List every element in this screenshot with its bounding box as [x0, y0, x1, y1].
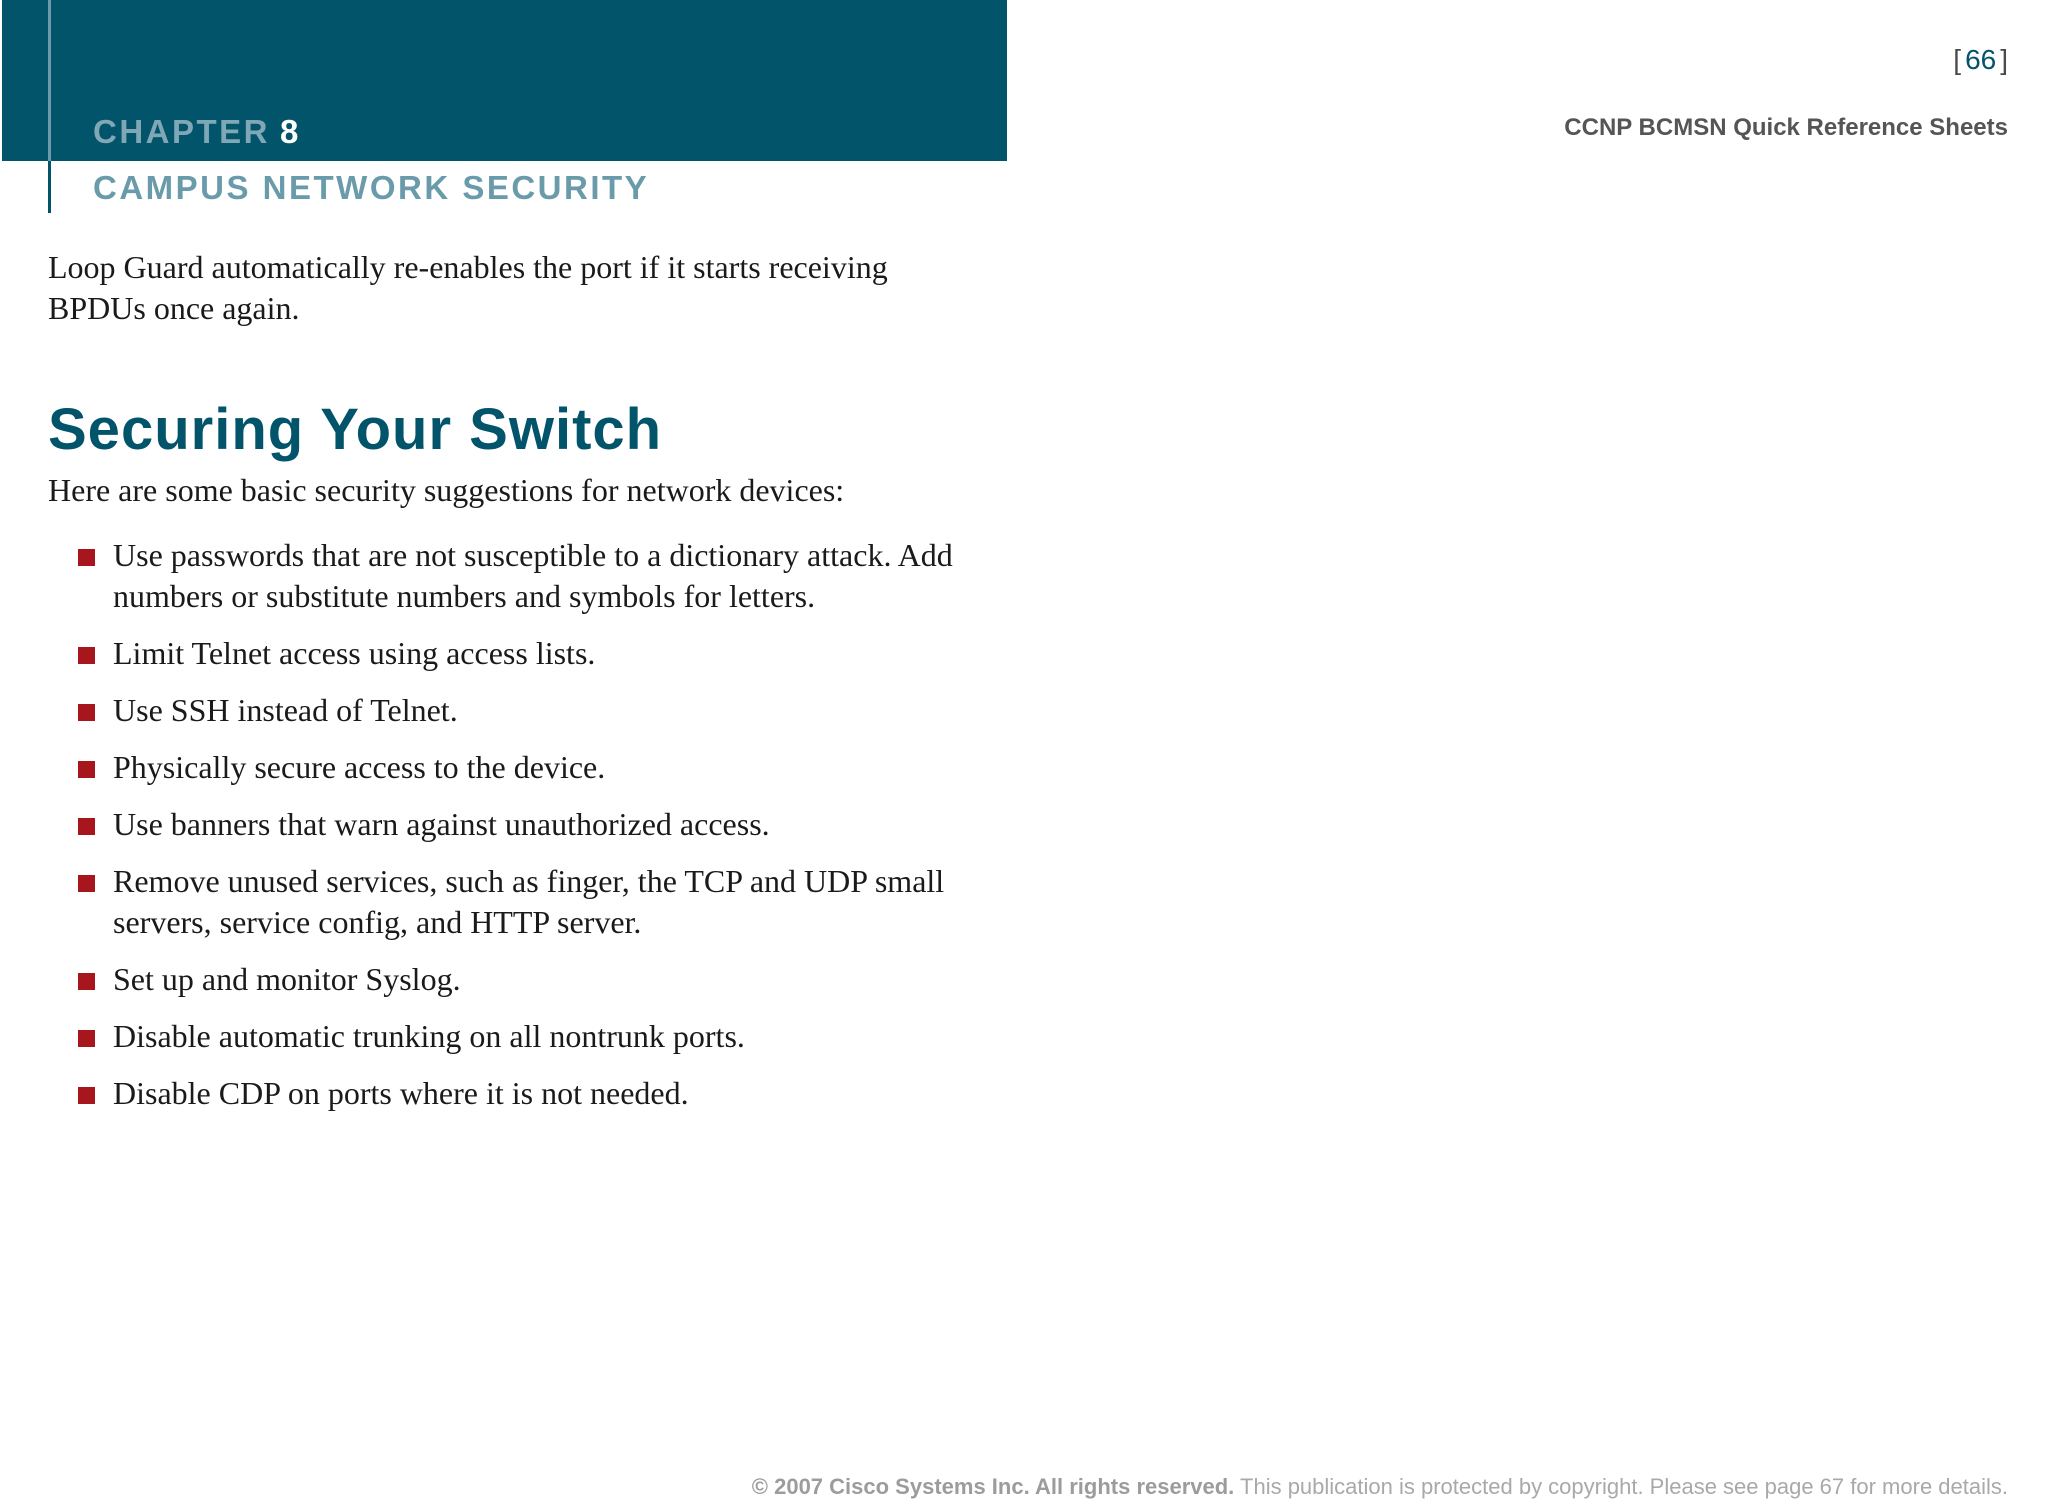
- list-item: [78, 861, 1018, 943]
- square-bullet-icon: [78, 1087, 95, 1104]
- list-item-text: Remove unused services, such as finger, the TCP and UDP small servers, service config, and HTTP server.: [113, 863, 945, 940]
- page-number: [1953, 44, 2008, 76]
- square-bullet-icon: [78, 761, 95, 778]
- chapter-title: CAMPUS NETWORK SECURITY: [93, 169, 650, 206]
- list-item-text: Physically secure access to the device.: [113, 749, 606, 785]
- list-item-text: Disable automatic trunking on all nontrunk ports.: [113, 1018, 745, 1054]
- square-bullet-icon: [78, 973, 95, 990]
- square-bullet-icon: [78, 647, 95, 664]
- square-bullet-icon: [78, 818, 95, 835]
- intro-paragraph: Loop Guard automatically re-enables the port if it starts receiving BPDUs once again.: [48, 249, 888, 326]
- list-item: [78, 959, 1018, 1000]
- list-item-text: Set up and monitor Syslog.: [113, 961, 461, 997]
- page-number-value: 66: [1965, 44, 1997, 75]
- header-vertical-rule-highlight: [48, 0, 51, 161]
- list-item: [78, 804, 1018, 845]
- list-item-text: Limit Telnet access using access lists.: [113, 635, 596, 671]
- copyright-notice: This publication is protected by copyright. Please see page 67 for more details.: [1240, 1474, 2008, 1499]
- page-bracket-close: ]: [2000, 44, 2008, 75]
- section-lead: Here are some basic security suggestions for network devices:: [48, 472, 845, 508]
- copyright-bold: © 2007 Cisco Systems Inc. All rights reserved.: [751, 1474, 1235, 1499]
- square-bullet-icon: [78, 1030, 95, 1047]
- book-title: CCNP BCMSN Quick Reference Sheets: [1564, 114, 2008, 141]
- list-item: [78, 633, 1018, 674]
- copyright-footer: [752, 1474, 2008, 1500]
- list-item: [78, 1016, 1018, 1057]
- security-suggestions-list: [78, 535, 1018, 1130]
- square-bullet-icon: [78, 875, 95, 892]
- section-heading: Securing Your Switch: [48, 397, 663, 462]
- chapter-number: 8: [280, 113, 301, 150]
- list-item: [78, 747, 1018, 788]
- list-item-text: Use banners that warn against unauthorized access.: [113, 806, 770, 842]
- list-item: [78, 690, 1018, 731]
- chapter-label: [93, 113, 301, 151]
- square-bullet-icon: [78, 704, 95, 721]
- chapter-word: CHAPTER: [93, 113, 271, 150]
- list-item: [78, 1073, 1018, 1114]
- list-item-text: Use SSH instead of Telnet.: [113, 692, 458, 728]
- page-bracket-open: [: [1953, 44, 1962, 75]
- list-item: [78, 535, 1018, 617]
- list-item-text: Use passwords that are not susceptible to a dictionary attack. Add numbers or substitute numbers and symbols for letters.: [113, 537, 953, 614]
- list-item-text: Disable CDP on ports where it is not needed.: [113, 1075, 689, 1111]
- square-bullet-icon: [78, 549, 95, 566]
